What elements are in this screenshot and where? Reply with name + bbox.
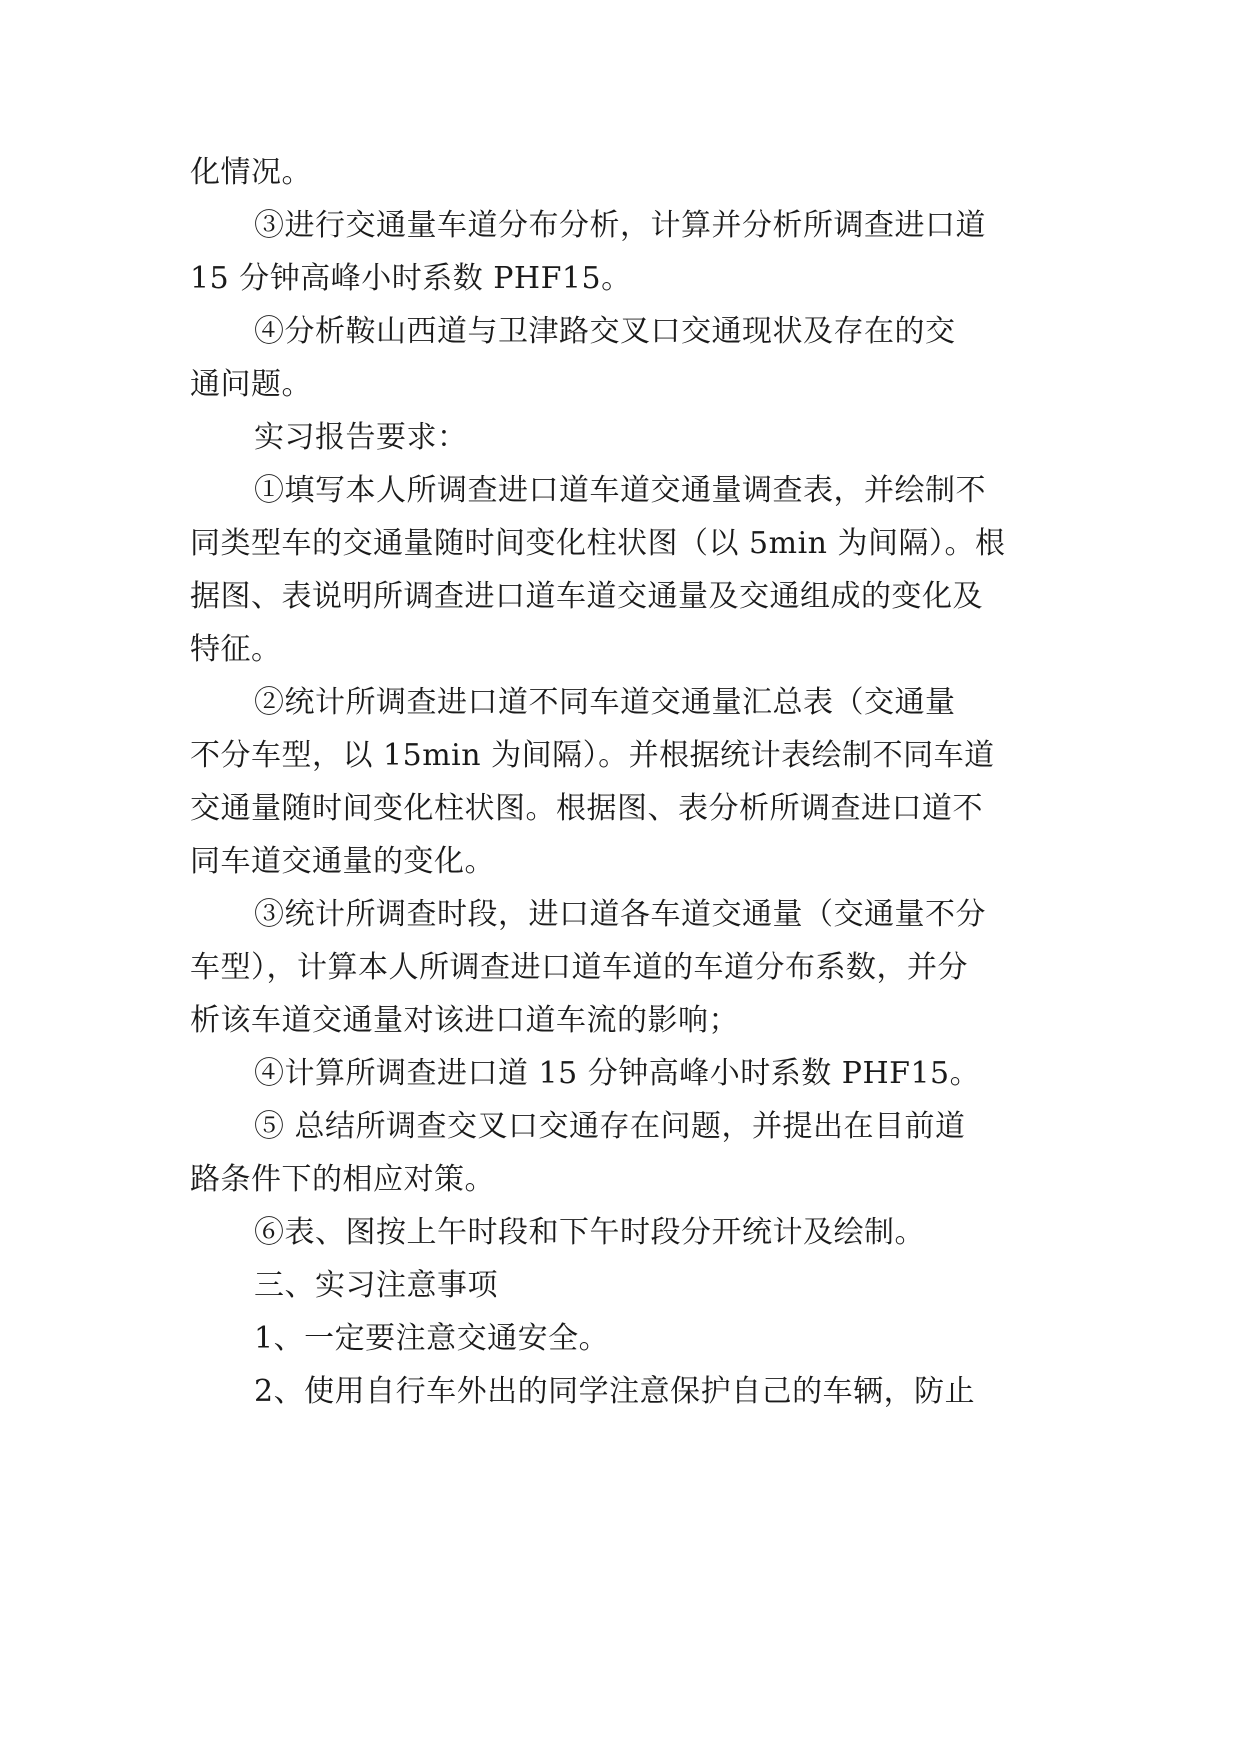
text-line-11: ②统计所调查进口道不同车道交通量汇总表（交通量 bbox=[254, 685, 956, 720]
text-line-12: 不分车型，以 15min 为间隔）。并根据统计表绘制不同车道 bbox=[190, 738, 995, 773]
text-line-5: 通问题。 bbox=[190, 367, 312, 402]
text-line-13: 交通量随时间变化柱状图。根据图、表分析所调查进口道不 bbox=[190, 791, 983, 826]
section-heading-precautions: 三、实习注意事项 bbox=[254, 1268, 498, 1303]
text-line-7: ①填写本人所调查进口道车道交通量调查表，并绘制不 bbox=[254, 473, 986, 508]
text-line-4: ④分析鞍山西道与卫津路交叉口交通现状及存在的交 bbox=[254, 314, 956, 349]
text-line-10: 特征。 bbox=[190, 632, 282, 667]
text-line-17: 析该车道交通量对该进口道车流的影响； bbox=[190, 1003, 739, 1038]
text-line-2: ③进行交通量车道分布分析，计算并分析所调查进口道 bbox=[254, 208, 986, 243]
text-line-19: ⑤ 总结所调查交叉口交通存在问题，并提出在目前道 bbox=[254, 1109, 966, 1144]
text-line-21: ⑥表、图按上午时段和下午时段分开统计及绘制。 bbox=[254, 1215, 925, 1250]
text-line-20: 路条件下的相应对策。 bbox=[190, 1162, 495, 1197]
text-line-15: ③统计所调查时段，进口道各车道交通量（交通量不分 bbox=[254, 897, 986, 932]
text-line-3: 15 分钟高峰小时系数 PHF15。 bbox=[190, 261, 632, 296]
text-line-24: 2、使用自行车外出的同学注意保护自己的车辆，防止 bbox=[254, 1374, 976, 1409]
text-line-18: ④计算所调查进口道 15 分钟高峰小时系数 PHF15。 bbox=[254, 1056, 981, 1091]
text-line-9: 据图、表说明所调查进口道车道交通量及交通组成的变化及 bbox=[190, 579, 983, 614]
text-line-14: 同车道交通量的变化。 bbox=[190, 844, 495, 879]
text-line-16: 车型），计算本人所调查进口道车道的车道分布系数，并分 bbox=[190, 950, 968, 985]
text-line-23: 1、一定要注意交通安全。 bbox=[254, 1321, 610, 1356]
section-heading-report-requirements: 实习报告要求： bbox=[254, 420, 468, 455]
text-line-8: 同类型车的交通量随时间变化柱状图（以 5min 为间隔）。根 bbox=[190, 526, 1006, 561]
text-line-1: 化情况。 bbox=[190, 155, 312, 190]
